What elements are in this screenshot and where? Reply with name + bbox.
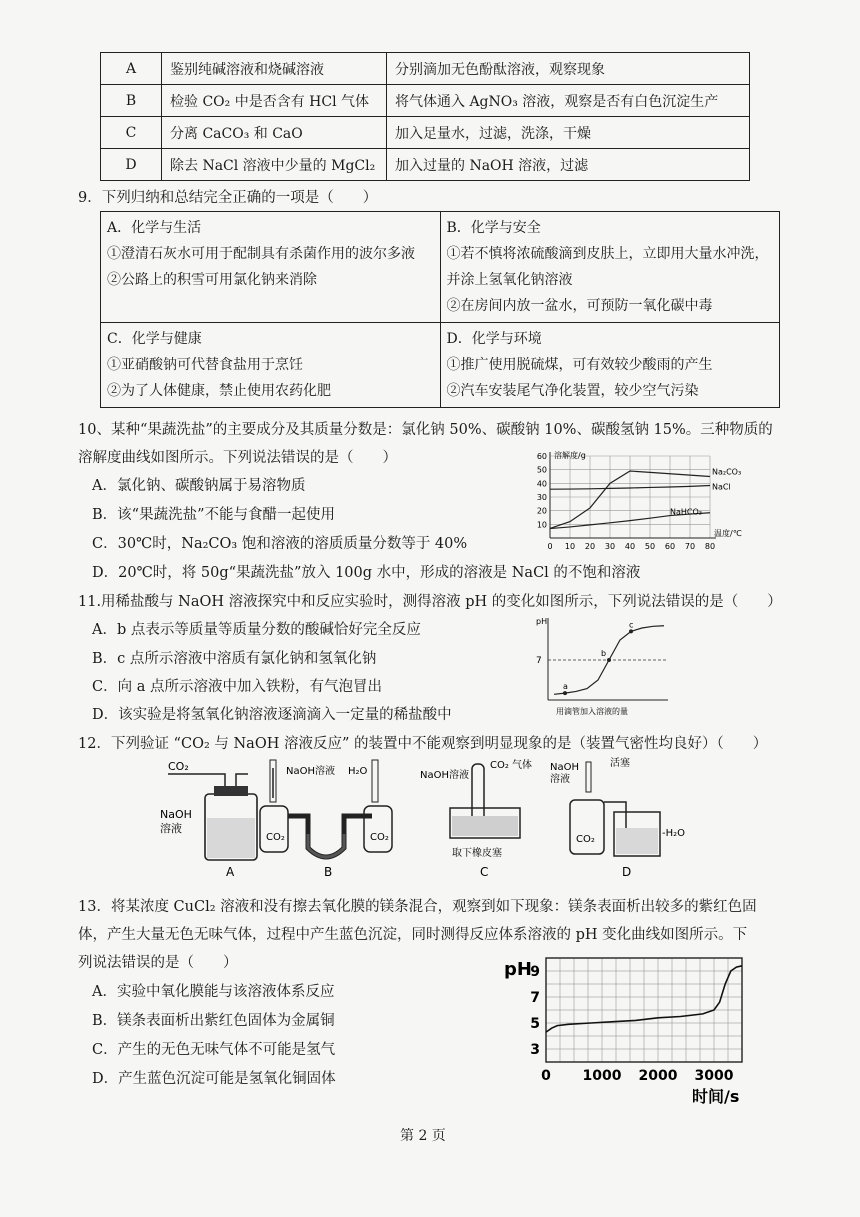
x-tick-label: 3000 xyxy=(694,1068,734,1084)
q8-cell-letter: D xyxy=(101,149,162,181)
q13-option-b: B．镁条表面析出紫红色固体为金属铜 xyxy=(92,1013,335,1029)
series-label: Na₂CO₃ xyxy=(712,467,742,477)
q13-option-d: D．产生蓝色沉淀可能是氢氧化铜固体 xyxy=(92,1071,336,1087)
q8-row xyxy=(101,85,750,117)
q10-option-d: D．20℃时，将 50g“果蔬洗盐”放入 100g 水中，形成的溶液是 NaCl 的不饱和溶液 xyxy=(92,565,641,581)
apparatus-a xyxy=(160,760,257,879)
q9-summary-table xyxy=(100,211,780,408)
x-tick-label: 0 xyxy=(541,1068,551,1084)
q10-option-a: A．氯化钠、碳酸钠属于易溶物质 xyxy=(92,478,306,494)
apparatus-b-co2-left: CO₂ xyxy=(266,832,285,843)
q13-option-c: C．产生的无色无味气体不可能是氢气 xyxy=(92,1042,336,1058)
apparatus-d xyxy=(550,756,685,879)
apparatus-c-rubber-label: 取下橡皮塞 xyxy=(452,848,502,859)
x-tick-label: 20 xyxy=(584,542,596,551)
apparatus-d-valve-label: 活塞 xyxy=(610,758,630,769)
y-tick-label: 3 xyxy=(530,1042,540,1058)
point-c xyxy=(629,629,633,633)
series-label: NaCl xyxy=(712,482,731,492)
x-tick-label: 40 xyxy=(624,542,636,551)
apparatus-b xyxy=(260,760,392,879)
q8-row xyxy=(101,117,750,149)
q8-cell-purpose: 检验 CO₂ 中是否含有 HCl 气体 xyxy=(162,85,387,117)
q12-apparatus-figure xyxy=(150,756,710,880)
apparatus-c xyxy=(420,758,532,879)
apparatus-d-co2-label: CO₂ xyxy=(576,834,595,845)
q9-cell-b xyxy=(440,212,780,323)
apparatus-d-letter: D xyxy=(622,865,632,879)
q9-cell-c xyxy=(101,323,441,408)
apparatus-d-h2o-label: -H₂O xyxy=(662,828,686,839)
x-tick-label: 1000 xyxy=(582,1068,622,1084)
apparatus-a-sol-label: 溶液 xyxy=(160,822,182,835)
q8-row xyxy=(101,53,750,85)
q8-cell-letter: B xyxy=(101,85,162,117)
apparatus-b-co2-right: CO₂ xyxy=(370,832,389,843)
q8-cell-method: 分别滴加无色酚酞溶液，观察现象 xyxy=(387,53,750,85)
apparatus-b-letter: B xyxy=(324,865,333,879)
q9-cell-a xyxy=(101,212,441,323)
q8-options-table xyxy=(100,52,750,181)
ph-titration-chart xyxy=(530,612,710,720)
x-axis-label: 时间/s xyxy=(692,1087,740,1106)
q9-cell-d xyxy=(440,323,780,408)
apparatus-a-letter: A xyxy=(226,865,235,879)
x-tick-label: 70 xyxy=(684,542,696,551)
x-axis-label: 用滴管加入溶液的量 xyxy=(556,707,628,716)
q8-row xyxy=(101,149,750,181)
series-label: NaHCO₃ xyxy=(670,507,702,517)
q8-cell-method: 加入过量的 NaOH 溶液，过滤 xyxy=(387,149,750,181)
q9-d-head: D．化学与环境 xyxy=(446,331,542,347)
x-tick-label: 50 xyxy=(644,542,656,551)
x-tick-label: 0 xyxy=(547,542,553,551)
x-tick-label: 10 xyxy=(564,542,576,551)
q13-stem-3: 列说法错误的是（ ） xyxy=(78,955,238,971)
q11-option-b: B．c 点所示溶液中溶质有氯化钠和氢氧化钠 xyxy=(92,651,377,667)
q8-cell-purpose: 鉴别纯碱溶液和烧碱溶液 xyxy=(162,53,387,85)
q13-stem-2: 体，产生大量无色无味气体，过程中产生蓝色沉淀，同时测得反应体系溶液的 pH 变化曲线如图所示。下 xyxy=(78,927,748,943)
q9-stem: 9．下列归纳和总结完全正确的一项是（ ） xyxy=(78,190,378,206)
q10-stem-2: 溶解度曲线如图所示。下列说法错误的是（ ） xyxy=(78,450,397,466)
ph-time-chart xyxy=(500,948,780,1108)
y-tick-label: 20 xyxy=(536,506,547,516)
point-label-c: c xyxy=(629,620,634,630)
y-tick-label: 10 xyxy=(536,520,547,530)
q9-d-line1: ①推广使用脱硫煤，可有效较少酸雨的产生 xyxy=(446,357,713,373)
page-number: 第 2 页 xyxy=(400,1128,446,1144)
q13-stem-1: 13．将某浓度 CuCl₂ 溶液和没有擦去氧化膜的镁条混合，观察到如下现象：镁条表面析出较多的紫红色固 xyxy=(78,899,757,915)
x-tick-label: 60 xyxy=(664,542,676,551)
q11-option-a: A．b 点表示等质量等质量分数的酸碱恰好完全反应 xyxy=(92,622,421,638)
y-axis-label: 溶解度/g xyxy=(554,451,586,460)
q9-c-head: C．化学与健康 xyxy=(107,331,202,347)
apparatus-b-h2o-label: H₂O xyxy=(348,766,368,777)
y-tick-label: 7 xyxy=(530,990,540,1006)
solubility-chart xyxy=(520,448,770,556)
apparatus-d-sol-label: 溶液 xyxy=(550,774,570,785)
apparatus-c-naoh-label: NaOH溶液 xyxy=(420,770,469,781)
y-tick-label: 60 xyxy=(536,452,547,461)
q12-stem: 12．下列验证 “CO₂ 与 NaOH 溶液反应” 的装置中不能观察到明显现象的是（装置气密性均良好）（ ） xyxy=(78,736,768,752)
apparatus-b-naoh-label: NaOH溶液 xyxy=(286,766,335,777)
q9-a-line2: ②公路上的积雪可用氯化钠来消除 xyxy=(107,272,317,288)
apparatus-c-letter: C xyxy=(480,865,489,879)
y-tick-label: 40 xyxy=(536,479,547,489)
q8-cell-method: 加入足量水，过滤，洗涤，干燥 xyxy=(387,117,750,149)
q9-a-line1: ①澄清石灰水可用于配制具有杀菌作用的波尔多液 xyxy=(107,246,415,262)
q8-cell-letter: C xyxy=(101,117,162,149)
y-tick-label: 5 xyxy=(530,1016,540,1032)
y-tick-label: 30 xyxy=(536,493,547,502)
q9-c-line2: ②为了人体健康，禁止使用农药化肥 xyxy=(107,383,331,399)
point-label-a: a xyxy=(563,682,568,692)
q9-c-line1: ①亚硝酸钠可代替食盐用于烹饪 xyxy=(107,357,303,373)
x-tick-label: 80 xyxy=(704,542,716,551)
q8-cell-letter: A xyxy=(101,53,162,85)
y-tick-label: 7 xyxy=(536,656,542,666)
point-label-b: b xyxy=(601,649,607,658)
q10-option-b: B．该“果蔬洗盐”不能与食醋一起使用 xyxy=(92,507,335,523)
apparatus-d-naoh-label: NaOH xyxy=(550,762,579,773)
apparatus-c-co2-gas-label: CO₂ 气体 xyxy=(490,760,533,771)
q11-stem: 11.用稀盐酸与 NaOH 溶液探究中和反应实验时，测得溶液 pH 的变化如图所示，下列说法错误的是（ ） xyxy=(78,594,782,610)
q11-option-c: C．向 a 点所示溶液中加入铁粉，有气泡冒出 xyxy=(92,679,382,695)
q9-b-head: B．化学与安全 xyxy=(446,220,541,236)
x-axis-label: 温度/℃ xyxy=(714,529,742,538)
q8-cell-purpose: 分离 CaCO₃ 和 CaO xyxy=(162,117,387,149)
y-tick-label: 50 xyxy=(536,465,547,475)
q8-cell-purpose: 除去 NaCl 溶液中少量的 MgCl₂ xyxy=(162,149,387,181)
q8-cell-method: 将气体通入 AgNO₃ 溶液，观察是否有白色沉淀生产 xyxy=(387,85,750,117)
q9-b-line2: ②在房间内放一盆水，可预防一氧化碳中毒 xyxy=(446,298,713,314)
q9-b-line1: ①若不慎将浓硫酸滴到皮肤上，立即用大量水冲洗，并涂上氢氧化钠溶液 xyxy=(446,246,769,288)
q10-option-c: C．30℃时，Na₂CO₃ 饱和溶液的溶质质量分数等于 40% xyxy=(92,536,468,552)
apparatus-a-naoh-label: NaOH xyxy=(160,808,192,821)
point-a xyxy=(563,691,567,695)
y-axis-label: pH xyxy=(504,959,532,980)
q9-a-head: A．化学与生活 xyxy=(107,220,202,236)
q9-d-line2: ②汽车安装尾气净化装置，较少空气污染 xyxy=(446,383,699,399)
q10-stem-1: 10、某种“果蔬洗盐”的主要成分及其质量分数是：氯化钠 50%、碳酸钠 10%、碳酸氢钠 15%。三种物质的 xyxy=(78,422,773,438)
q13-option-a: A．实验中氧化膜能与该溶液体系反应 xyxy=(92,984,335,1000)
point-b xyxy=(607,658,611,662)
y-tick-label: 9 xyxy=(530,964,540,980)
q11-option-d: D．该实验是将氢氧化钠溶液逐滴滴入一定量的稀盐酸中 xyxy=(92,707,452,723)
x-tick-label: 2000 xyxy=(638,1068,678,1084)
x-tick-label: 30 xyxy=(604,542,616,551)
y-axis-label: pH xyxy=(536,617,548,626)
apparatus-a-co2-label: CO₂ xyxy=(168,760,189,773)
